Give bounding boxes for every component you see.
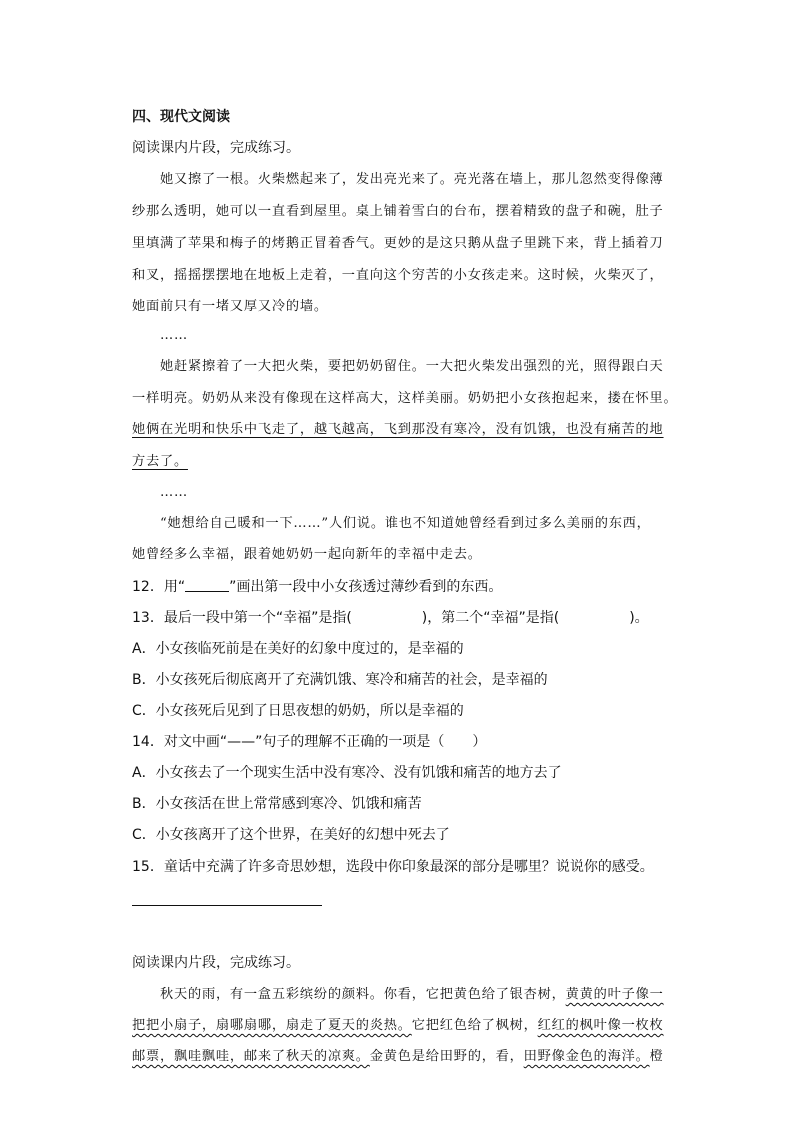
ellipsis: …… xyxy=(160,328,188,343)
wavy-line-marker xyxy=(185,577,229,592)
question-12-text: 12．用“ xyxy=(132,579,186,595)
question-15: 15．童话中充满了许多奇思妙想，选段中你印象最深的部分是哪里？说说你的感受。 xyxy=(132,859,654,875)
passage2-text: 金黄色是给田野的，看， xyxy=(369,1049,524,1064)
passage2-text: 它把红色给了枫树， xyxy=(411,1018,538,1033)
passage1-para1-line: 纱那么透明，她可以一直看到屋里。桌上铺着雪白的台布，摆着精致的盘子和碗，肚子 xyxy=(132,204,664,219)
question-12 xyxy=(132,577,502,597)
question-12-text: ”画出第一段中小女孩透过薄纱看到的东西。 xyxy=(229,579,503,595)
ellipsis: …… xyxy=(160,485,188,500)
passage2-line xyxy=(132,1047,664,1067)
answer-line xyxy=(132,905,322,906)
underlined-sentence-line xyxy=(132,452,188,472)
passage1-para3-line: “她想给自己暖和一下……”人们说。谁也不知道她曾经看到过多么美丽的东西， xyxy=(160,516,651,531)
passage2-line xyxy=(132,1016,664,1036)
question-14-option-b: B．小女孩活在世上常常感到寒冷、饥饿和痛苦 xyxy=(132,796,422,812)
wavy-underlined-text: 邮票，飘哇飘哇，邮来了秋天的凉爽。 xyxy=(132,1049,370,1064)
question-13-option-b: B．小女孩死后彻底离开了充满饥饿、寒冷和痛苦的社会，是幸福的 xyxy=(132,672,548,688)
passage2-text: 橙 xyxy=(649,1049,664,1064)
wavy-underlined-text: 红红的枫叶像一枚枚 xyxy=(537,1018,664,1033)
question-14: 14．对文中画“——”句子的理解不正确的一项是（ ） xyxy=(132,734,487,750)
wavy-underlined-text: 田野像金色的海洋。 xyxy=(523,1049,650,1064)
question-14-option-c: C．小女孩离开了这个世界，在美好的幻想中死去了 xyxy=(132,827,450,843)
wavy-underlined-text: 黄黄的叶子像一 xyxy=(565,987,664,1002)
passage1-para2-line: 她赶紧擦着了一大把火柴，要把奶奶留住。一大把火柴发出强烈的光，照得跟白天 xyxy=(160,359,664,374)
passage1-para1-line: 她面前只有一堵又厚又冷的墙。 xyxy=(132,299,328,314)
question-13-option-c: C．小女孩死后见到了日思夜想的奶奶，所以是幸福的 xyxy=(132,703,464,719)
passage1-para1-line: 和叉，摇摇摆摆地在地板上走着，一直向这个穷苦的小女孩走来。这时候，火柴灭了， xyxy=(132,268,664,283)
passage2-instruction: 阅读课内片段，完成练习。 xyxy=(132,955,300,971)
underlined-sentence: 她俩在光明和快乐中飞走了，越飞越高，飞到那没有寒冷，没有饥饿，也没有痛苦的地 xyxy=(132,422,664,437)
wavy-underlined-text: 把把小扇子，扇哪扇哪，扇走了夏天的炎热。 xyxy=(132,1018,412,1033)
passage2-text: 秋天的雨，有一盒五彩缤纷的颜料。你看，它把黄色给了银杏树， xyxy=(160,987,566,1002)
passage1-instruction: 阅读课内片段，完成练习。 xyxy=(132,140,300,156)
section-title: 四、现代文阅读 xyxy=(132,109,230,125)
question-13-option-a: A．小女孩临死前是在美好的幻象中度过的，是幸福的 xyxy=(132,641,464,657)
passage1-para1-line: 里填满了苹果和梅子的烤鹅正冒着香气。更妙的是这只鹅从盘子里跳下来，背上插着刀 xyxy=(132,236,664,251)
passage1-para1-line: 她又擦了一根。火柴燃起来了，发出亮光来了。亮光落在墙上，那儿忽然变得像薄 xyxy=(160,172,664,187)
underlined-sentence: 方去了。 xyxy=(132,454,188,469)
passage2-line xyxy=(160,985,664,1005)
question-13: 13．最后一段中第一个“幸福”是指( )，第二个“幸福”是指( )。 xyxy=(132,610,649,626)
underlined-sentence-line xyxy=(132,420,664,440)
passage1-para3-line: 她曾经多么幸福，跟着她奶奶一起向新年的幸福中走去。 xyxy=(132,547,482,562)
passage1-para2-line: 一样明亮。奶奶从来没有像现在这样高大，这样美丽。奶奶把小女孩抱起来，搂在怀里。 xyxy=(132,391,678,406)
question-14-option-a: A．小女孩去了一个现实生活中没有寒冷、没有饥饿和痛苦的地方去了 xyxy=(132,765,562,781)
